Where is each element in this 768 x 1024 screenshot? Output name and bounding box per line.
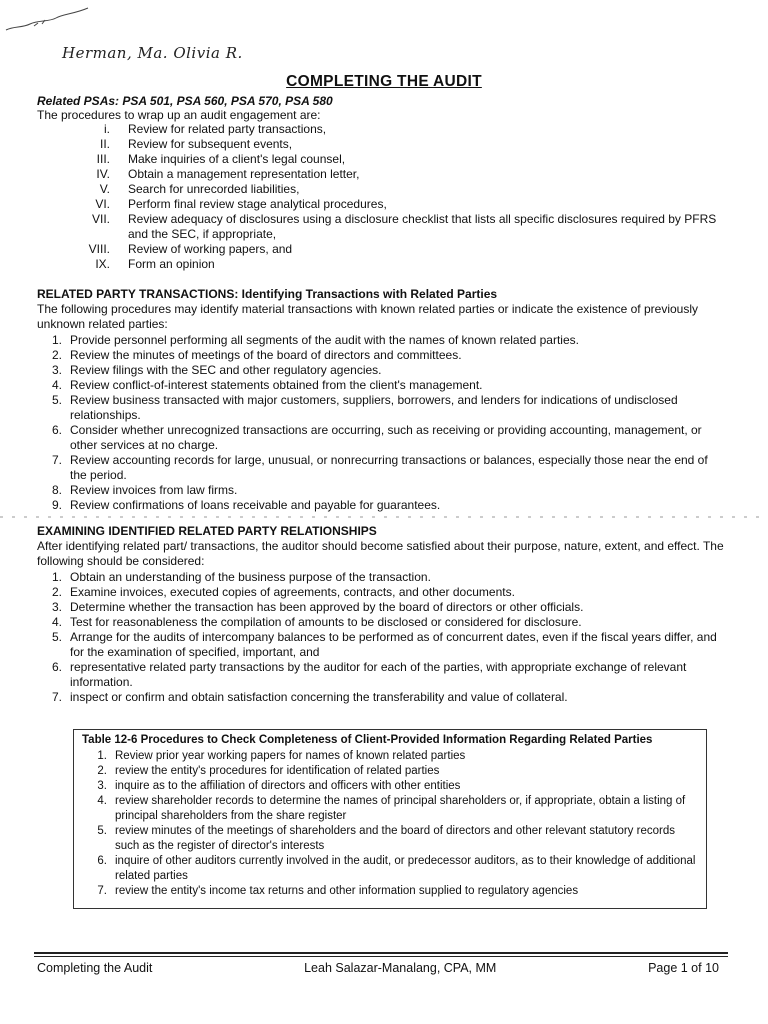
table-item bbox=[82, 854, 698, 884]
table-item-text: inquire of other auditors currently involved in the audit, or predecessor auditors, as to their knowledge of additional related parties bbox=[115, 855, 696, 882]
procedure-item-number: VII. bbox=[91, 212, 110, 226]
table-item-text: review shareholder records to determine the names of principal shareholders or, if appropriate, obtain a listing of principal shareholders from the share register bbox=[115, 795, 686, 822]
table-12-6-box bbox=[73, 729, 707, 909]
examining-item bbox=[37, 585, 727, 600]
examining-item-number: 2. bbox=[51, 585, 62, 599]
procedure-item bbox=[80, 182, 720, 197]
table-item-number: 2. bbox=[97, 765, 107, 777]
procedure-item-text: Make inquiries of a client's legal counsel, bbox=[128, 152, 346, 166]
procedure-item-number: IV. bbox=[96, 167, 110, 181]
table-list bbox=[82, 749, 698, 899]
examining-item-number: 7. bbox=[51, 690, 62, 704]
table-item bbox=[82, 824, 698, 854]
procedure-item bbox=[80, 137, 720, 152]
footer-center: Leah Salazar-Manalang, CPA, MM bbox=[304, 961, 497, 975]
examining-item-text: Examine invoices, executed copies of agreements, contracts, and other documents. bbox=[70, 585, 515, 599]
table-item bbox=[82, 779, 698, 794]
footer-page-number: Page 1 of 10 bbox=[648, 961, 719, 975]
footer-left: Completing the Audit bbox=[37, 961, 153, 975]
table-item-number: 1. bbox=[97, 750, 107, 762]
page-title: COMPLETING THE AUDIT bbox=[286, 73, 482, 90]
rpt-item bbox=[37, 483, 727, 498]
rpt-item-text: Review filings with the SEC and other regulatory agencies. bbox=[70, 363, 382, 377]
rpt-item bbox=[37, 393, 727, 423]
scan-dash-line bbox=[0, 514, 768, 520]
procedure-item bbox=[80, 197, 720, 212]
rpt-item-number: 8. bbox=[51, 483, 62, 497]
rpt-item-text: Review confirmations of loans receivable and payable for guarantees. bbox=[70, 498, 441, 512]
rpt-item bbox=[37, 423, 727, 453]
related-psas: Related PSAs: PSA 501, PSA 560, PSA 570, PSA 580 bbox=[37, 94, 333, 108]
examining-item-number: 1. bbox=[51, 570, 62, 584]
rpt-list bbox=[37, 333, 727, 513]
footer bbox=[37, 961, 719, 975]
examining-item-text: Obtain an understanding of the business purpose of the transaction. bbox=[70, 570, 431, 584]
footer-rule bbox=[34, 952, 728, 954]
examining-item-text: inspect or confirm and obtain satisfaction concerning the transferability and value of collateral. bbox=[70, 690, 568, 704]
examining-item bbox=[37, 570, 727, 585]
table-item-text: review the entity's income tax returns and other information supplied to regulatory agencies bbox=[115, 885, 579, 897]
rpt-item-text: Review conflict-of-interest statements obtained from the client's management. bbox=[70, 378, 483, 392]
rpt-item-text: Review business transacted with major customers, suppliers, borrowers, and lenders for indications of undisclosed relationships. bbox=[70, 393, 678, 422]
procedure-item-text: Obtain a management representation letter, bbox=[128, 167, 360, 181]
examining-item-number: 4. bbox=[51, 615, 62, 629]
rpt-item bbox=[37, 348, 727, 363]
procedures-intro: The procedures to wrap up an audit engagement are: bbox=[37, 108, 321, 122]
procedure-item-number: V. bbox=[99, 182, 110, 196]
examining-item-number: 5. bbox=[51, 630, 62, 644]
procedure-item-text: Perform final review stage analytical procedures, bbox=[128, 197, 387, 211]
examining-intro: After identifying related part/ transactions, the auditor should become satisfied about their purpose, nature, extent, and effect. The following should be considered: bbox=[37, 539, 724, 568]
table-item-text: inquire as to the affiliation of directors and officers with other entities bbox=[115, 780, 461, 792]
procedure-item-text: Review for subsequent events, bbox=[128, 137, 293, 151]
rpt-item-number: 5. bbox=[51, 393, 62, 407]
procedure-item-number: IX. bbox=[95, 257, 110, 271]
procedure-item-number: i. bbox=[104, 122, 110, 136]
examining-item bbox=[37, 660, 727, 690]
rpt-item-text: Provide personnel performing all segments of the audit with the names of known related parties. bbox=[70, 333, 579, 347]
examining-item bbox=[37, 630, 727, 660]
table-item bbox=[82, 794, 698, 824]
rpt-item bbox=[37, 453, 727, 483]
table-item-text: Review prior year working papers for names of known related parties bbox=[115, 750, 466, 762]
examining-item-number: 3. bbox=[51, 600, 62, 614]
procedure-item bbox=[80, 122, 720, 137]
rpt-item-number: 6. bbox=[51, 423, 62, 437]
rpt-item-text: Review the minutes of meetings of the board of directors and committees. bbox=[70, 348, 462, 362]
procedure-item bbox=[80, 212, 720, 242]
procedure-item-text: Search for unrecorded liabilities, bbox=[128, 182, 300, 196]
table-item-number: 3. bbox=[97, 780, 107, 792]
rpt-item-number: 9. bbox=[51, 498, 62, 512]
rpt-item bbox=[37, 498, 727, 513]
examining-item bbox=[37, 615, 727, 630]
table-item-number: 4. bbox=[97, 795, 107, 807]
procedure-item-number: VI. bbox=[95, 197, 110, 211]
rpt-heading: RELATED PARTY TRANSACTIONS: Identifying Transactions with Related Parties bbox=[37, 287, 498, 301]
examining-item-number: 6. bbox=[51, 660, 62, 674]
table-item bbox=[82, 764, 698, 779]
table-item-text: review the entity's procedures for identification of related parties bbox=[115, 765, 440, 777]
rpt-item-number: 3. bbox=[51, 363, 62, 377]
procedure-item-number: III. bbox=[96, 152, 110, 166]
procedure-item-number: II. bbox=[99, 137, 110, 151]
examining-item-text: Arrange for the audits of intercompany balances to be performed as of concurrent dates, even if the fiscal years differ, and for the examination of specified, important, and bbox=[70, 630, 717, 659]
procedure-item bbox=[80, 242, 720, 257]
procedures-list bbox=[80, 122, 720, 272]
rpt-intro: The following procedures may identify material transactions with known related parties or indicate the existence of previously unknown related parties: bbox=[37, 302, 698, 331]
procedure-item bbox=[80, 257, 720, 272]
handwritten-name: Herman, Ma. Olivia R. bbox=[62, 44, 243, 62]
procedure-item bbox=[80, 167, 720, 182]
examining-item-text: Determine whether the transaction has been approved by the board of directors or other officials. bbox=[70, 600, 584, 614]
procedure-item bbox=[80, 152, 720, 167]
footer-rule-thin bbox=[34, 956, 728, 957]
procedure-item-text: Review adequacy of disclosures using a disclosure checklist that lists all specific disclosures required by PFRS and the SEC, if appropriate, bbox=[128, 212, 717, 241]
table-item-number: 7. bbox=[97, 885, 107, 897]
rpt-item-number: 4. bbox=[51, 378, 62, 392]
rpt-item bbox=[37, 333, 727, 348]
rpt-item bbox=[37, 378, 727, 393]
examining-item bbox=[37, 690, 727, 705]
rpt-section bbox=[37, 287, 727, 513]
table-item bbox=[82, 884, 698, 899]
rpt-item-number: 7. bbox=[51, 453, 62, 467]
procedure-item-text: Form an opinion bbox=[128, 257, 215, 271]
examining-heading: EXAMINING IDENTIFIED RELATED PARTY RELATIONSHIPS bbox=[37, 524, 377, 538]
procedure-item-text: Review of working papers, and bbox=[128, 242, 293, 256]
rpt-item-text: Review invoices from law firms. bbox=[70, 483, 238, 497]
rpt-item-number: 1. bbox=[51, 333, 62, 347]
procedure-item-text: Review for related party transactions, bbox=[128, 122, 327, 136]
examining-section bbox=[37, 524, 727, 705]
rpt-item bbox=[37, 363, 727, 378]
examining-list bbox=[37, 570, 727, 705]
rpt-item-text: Consider whether unrecognized transactions are occurring, such as receiving or providing accounting, management, or other services at no charge. bbox=[70, 423, 702, 452]
table-title: Table 12-6 Procedures to Check Completeness of Client-Provided Information Regarding Related Parties bbox=[82, 734, 653, 746]
examining-item-text: representative related party transactions by the auditor for each of the parties, with appropriate exchange of relevant information. bbox=[70, 660, 687, 689]
pen-scribble-mark bbox=[4, 6, 94, 36]
rpt-item-number: 2. bbox=[51, 348, 62, 362]
table-item-number: 6. bbox=[97, 855, 107, 867]
rpt-item-text: Review accounting records for large, unusual, or nonrecurring transactions or balances, especially those near the end of the period. bbox=[70, 453, 708, 482]
examining-item-text: Test for reasonableness the compilation of amounts to be disclosed or considered for disclosure. bbox=[70, 615, 582, 629]
table-item-text: review minutes of the meetings of shareholders and the board of directors and other relevant statutory records such as the register of director's interests bbox=[115, 825, 675, 852]
examining-item bbox=[37, 600, 727, 615]
table-item bbox=[82, 749, 698, 764]
procedure-item-number: VIII. bbox=[88, 242, 110, 256]
table-item-number: 5. bbox=[97, 825, 107, 837]
